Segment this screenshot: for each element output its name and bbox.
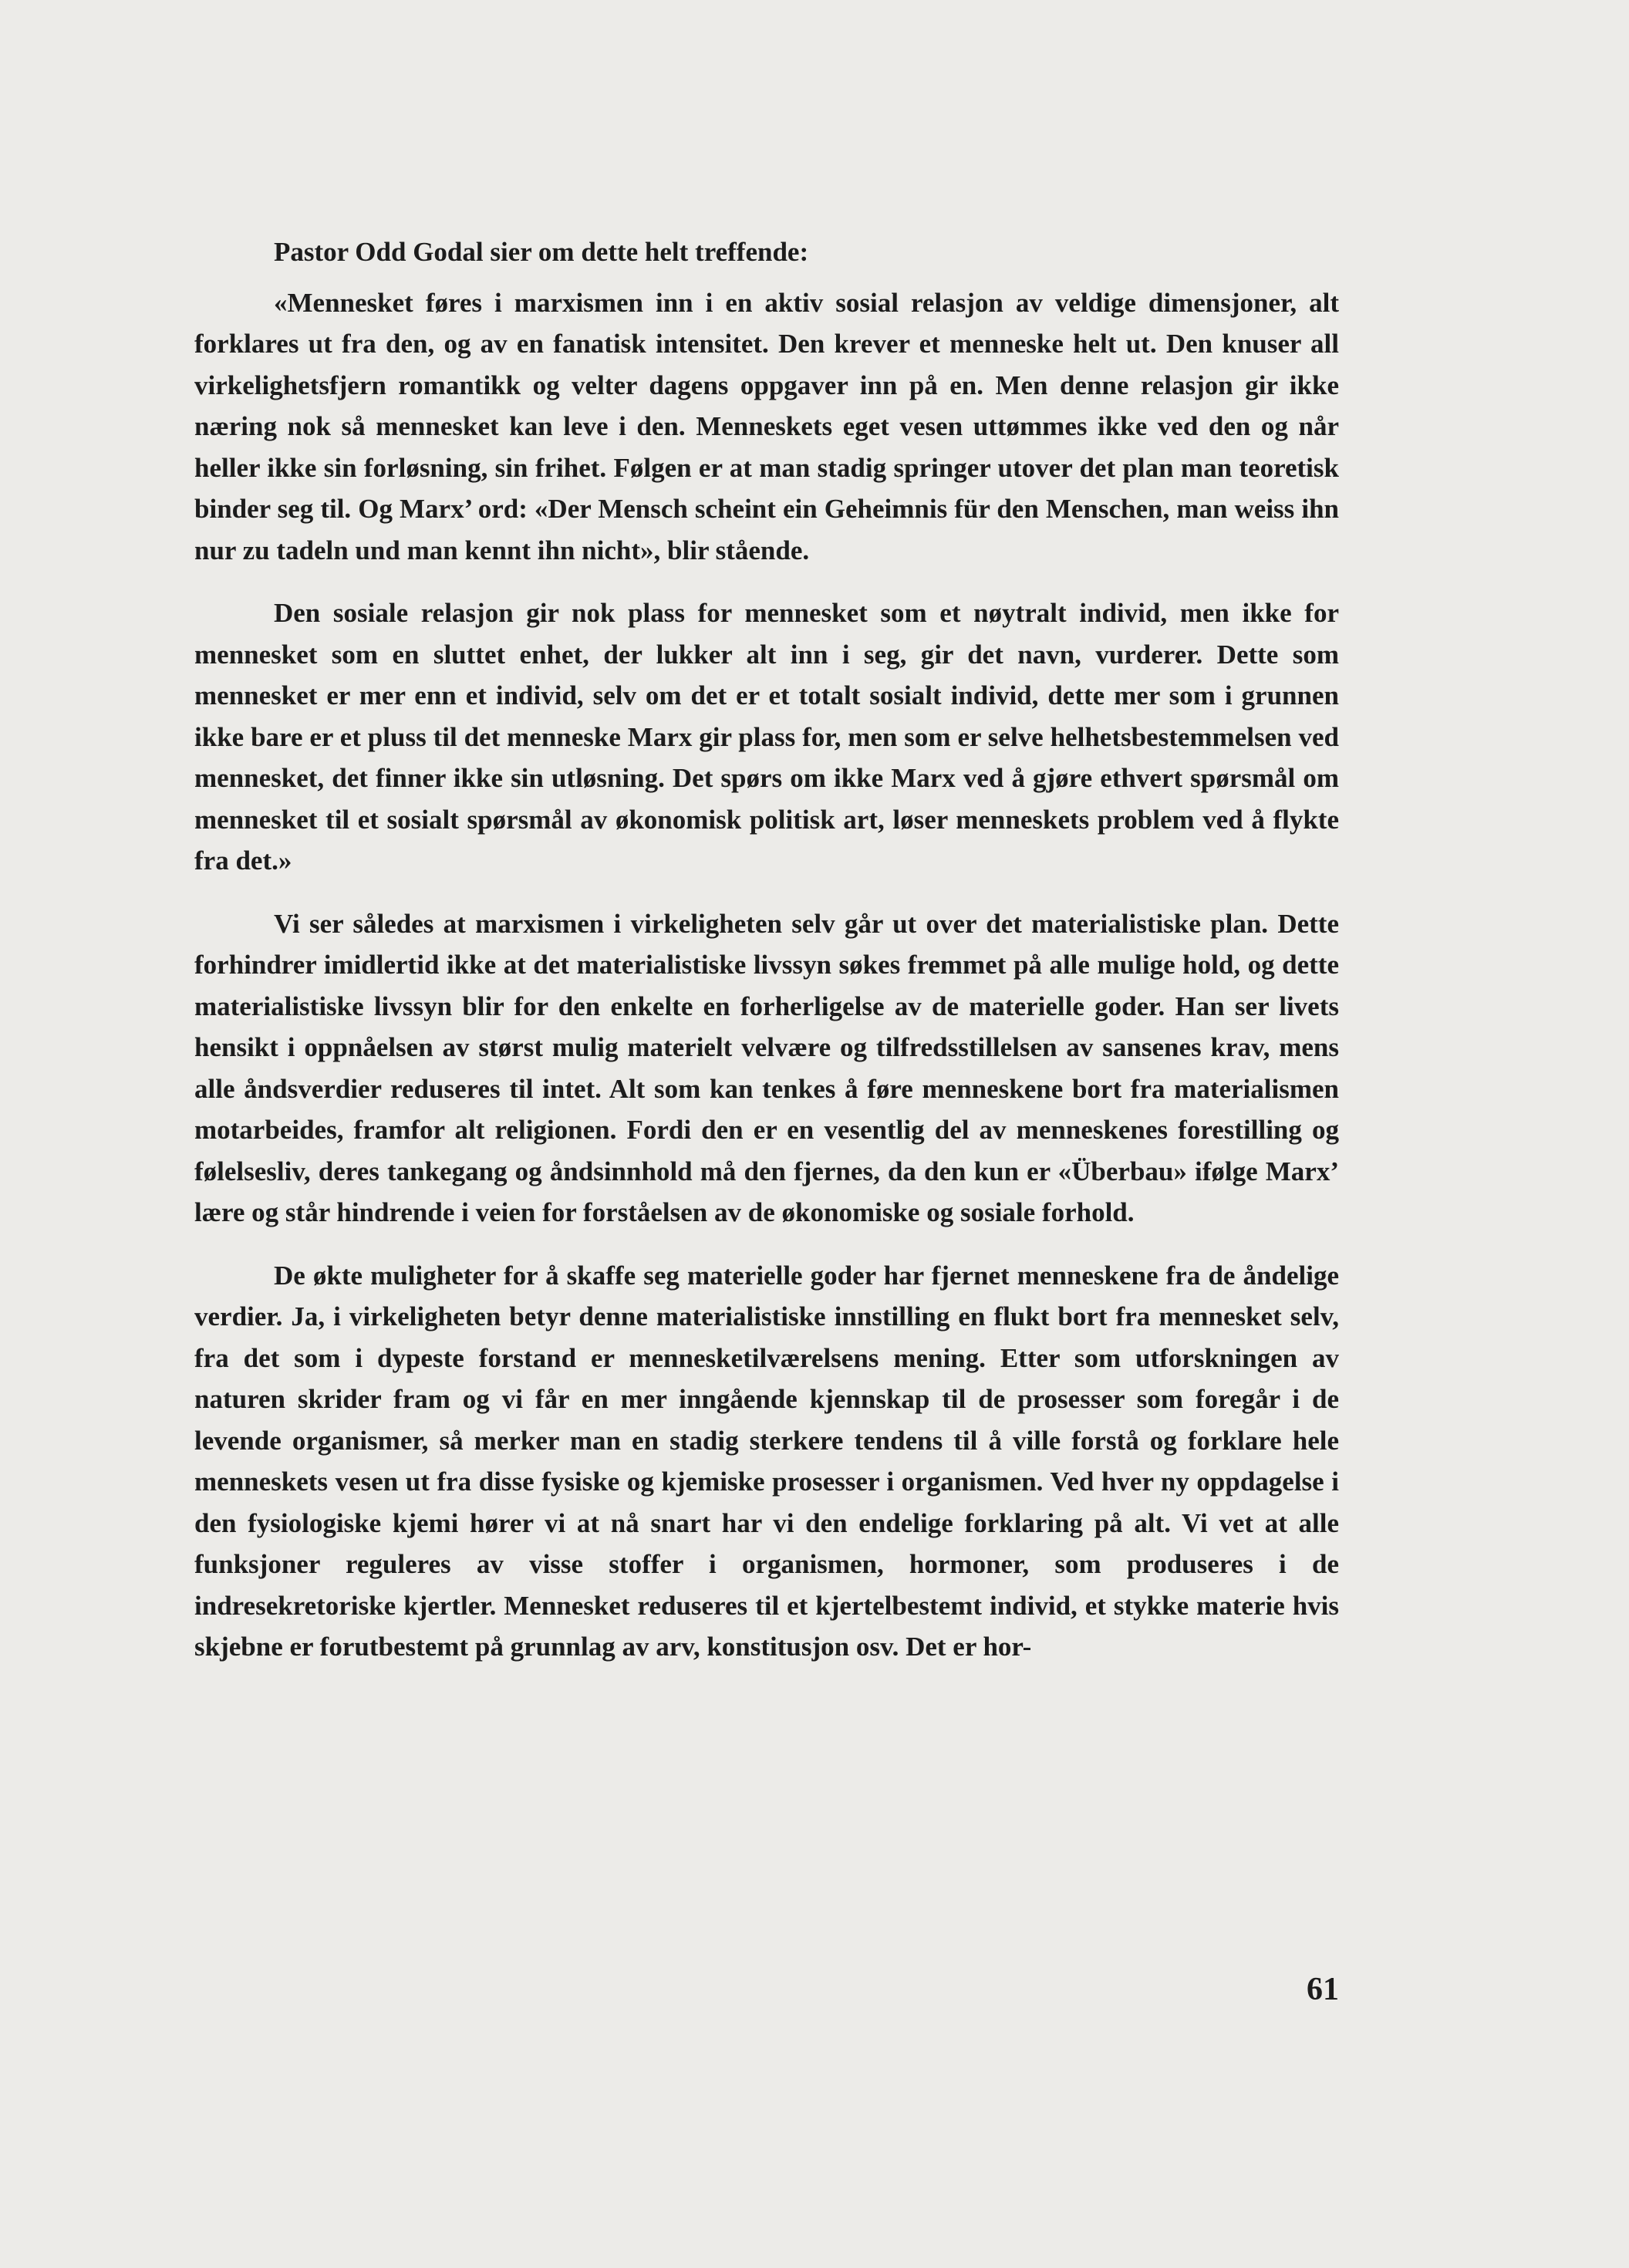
paragraph-intro: Pastor Odd Godal sier om dette helt treffende: [274,237,809,267]
paragraph-quote-2: Den sosiale relasjon gir nok plass for mennesket som et nøytralt individ, men ikke for mennesket som en sluttet enhet, der lukker alt inn i seg, gir det navn, vurderer. Dette som mennesket er mer enn et individ, selv om det er et totalt sosialt individ, dette mer som i grunnen ikke bare er et pluss til det menneske Marx gir plass for, men som er selve helhetsbestemmelsen ved mennesket, det finner ikke sin utløsning. Det spørs om ikke Marx ved å gjøre ethvert spørsmål om mennesket til et sosialt spørsmål av økonomisk politisk art, løser menneskets problem ved å flykte fra det.» [194,598,1339,876]
page-number: 61 [1307,1972,1339,2007]
body-text [194,231,1339,1689]
paragraph-materialism: Vi ser således at marxismen i virkeligheten selv går ut over det materialistiske plan. Dette forhindrer imidlertid ikke at det materialistiske livssyn søkes fremmet på alle mulige hold, og dette materialistiske livssyn blir for den enkelte en forherligelse av de materielle goder. Han ser livets hensikt i oppnåelsen av størst mulig materielt velvære og tilfredsstillelsen av sansenes krav, mens alle åndsverdier reduseres til intet. Alt som kan tenkes å føre menneskene bort fra materialismen motarbeides, framfor alt religionen. Fordi den er en vesentlig del av menneskenes forestilling og følelsesliv, deres tankegang og åndsinnhold må den fjernes, da den kun er «Überbau» ifølge Marx’ lære og står hindrende i veien for forståelsen av de økonomiske og sosiale forhold. [194,908,1339,1227]
paragraph-quote-1: «Mennesket føres i marxismen inn i en aktiv sosial relasjon av veldige dimensjoner, alt forklares ut fra den, og av en fanatisk intensitet. Den krever et menneske helt ut. Den knuser all virkelighetsfjern romantikk og velter dagens oppgaver inn på en. Men denne relasjon gir ikke næring nok så mennesket kan leve i den. Menneskets eget vesen uttømmes ikke ved den og når heller ikke sin forløsning, sin frihet. Følgen er at man stadig springer utover det plan man teoretisk binder seg til. Og Marx’ ord: «Der Mensch scheint ein Geheimnis für den Menschen, man weiss ihn nur zu tadeln und man kennt ihn nicht», blir stående. [194,287,1339,565]
paragraph-spiritual-values: De økte muligheter for å skaffe seg materielle goder har fjernet menneskene fra de åndelige verdier. Ja, i virkeligheten betyr denne materialistiske innstilling en flukt bort fra mennesket selv, fra det som i dypeste forstand er mennesketilværelsens mening. Etter som utforskningen av naturen skrider fram og vi får en mer inngående kjennskap til de prosesser som foregår i de levende organismer, så merker man en stadig sterkere tendens til å ville forstå og forklare hele menneskets vesen ut fra disse fysiske og kjemiske prosesser i organismen. Ved hver ny oppdagelse i den fysiologiske kjemi hører vi at nå snart har vi den endelige forklaring på alt. Vi vet at alle funksjoner reguleres av visse stoffer i organismen, hormoner, som produseres i de indresekretoriske kjertler. Mennesket reduseres til et kjertelbestemt individ, et stykke materie hvis skjebne er forutbestemt på grunnlag av arv, konstitusjon osv. Det er hor- [194,1260,1339,1662]
